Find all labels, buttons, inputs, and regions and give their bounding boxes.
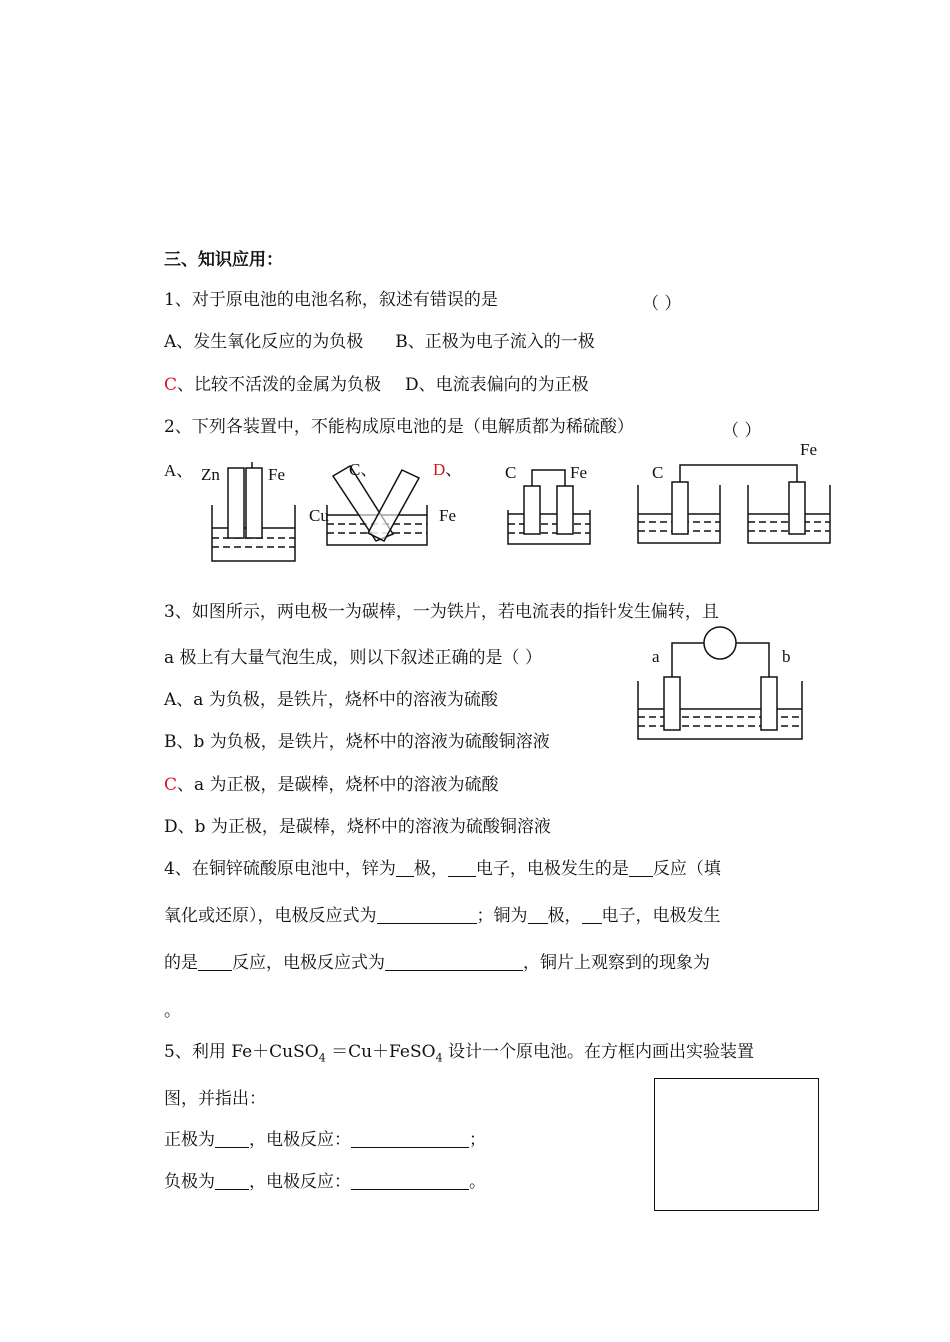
q4-blank-zn-pole[interactable] [396,860,414,877]
q5-stem: 5、利用 Fe＋CuSO$_4$ ＝Cu＋FeSO$_4$ 设计一个原电池。在方框内画出实验装置 [164,1042,754,1065]
q2-stem: 2、下列各装置中，不能构成原电池的是（电解质都为稀硫酸） [164,417,634,437]
q4-blank-cu-pole[interactable] [528,907,548,924]
q4-blank-zn-reaction[interactable] [629,860,653,877]
q5-negative-line: 负极为 ，电极反应： 。 [164,1172,486,1192]
q4-blank-cu-electron[interactable] [582,907,602,924]
q2-fig-d-fe-label: Fe [800,440,817,459]
q2-fig-d-sep: 、 [445,460,463,479]
q4-blank-zn-electron[interactable] [448,860,476,877]
q1-stem: 1、对于原电池的电池名称，叙述有错误的是 [164,290,498,310]
q2-fig-d-letter: D [433,460,446,479]
q4-blank-zn-equation[interactable] [377,907,477,924]
q4-line3: 的是 反应，电极反应式为 ，铜片上观察到的现象为 [164,953,710,973]
q3-option-c: C、a 为正极，是碳棒，烧杯中的溶液为硫酸 [164,775,499,795]
q2-fig-b-c-label: C、 [349,460,378,479]
q4-line4: 。 [164,1001,181,1021]
q4-line1: 4、在铜锌硫酸原电池中，锌为 极， 电子，电极发生的是 反应（填 [164,859,721,879]
q4-line2: 氧化或还原），电极反应式为 ；铜为 极， 电子，电极发生 [164,906,721,926]
q2-fig-d-apparatus [638,465,830,543]
q3-stem-line1: 3、如图所示，两电极一为碳棒，一为铁片，若电流表的指针发生偏转，且 [164,602,719,622]
q2-fig-c-c-label: C [505,463,517,482]
q2-fig-d-label [433,461,462,479]
q3-fig-a-label: a [652,647,660,666]
q5-stem-line2: 图，并指出： [164,1089,266,1109]
q2-fig-a-label: A、 [164,461,194,480]
q5-blank-negative-reaction[interactable] [351,1173,469,1190]
q4-blank-cu-equation[interactable] [385,954,523,971]
q3-option-b: B、b 为负极，是铁片，烧杯中的溶液为硫酸铜溶液 [164,732,550,752]
q1-option-c-letter: C [164,375,178,395]
q2-fig-a-fe-label: Fe [268,465,285,484]
q2-fig-d-c-label: C [652,463,664,482]
q3-fig-b-label: b [782,647,791,666]
q3-figure-apparatus [638,627,802,739]
q3-option-a: A、a 为负极，是铁片，烧杯中的溶液为硫酸 [164,690,498,710]
q4-blank-cu-reaction[interactable] [198,954,232,971]
q5-positive-line: 正极为 ，电极反应： ； [164,1130,486,1150]
q1-option-a: A、发生氧化反应的为负极 [164,332,364,352]
q1-answer-paren: （ ） [642,294,682,314]
q1-option-d: D、电流表偏向的为正极 [405,375,589,395]
q2-answer-paren: （ ） [722,421,762,441]
q5-drawing-box[interactable] [654,1078,819,1211]
q2-fig-c-fe-label: Fe [570,463,587,482]
q3-option-c-letter: C [164,775,178,795]
q1-option-b: B、正极为电子流入的一极 [395,332,595,352]
q5-blank-negative-electrode[interactable] [215,1173,249,1190]
q2-fig-b-fe-label: Fe [439,506,456,525]
q2-fig-b-cu-label: Cu [309,506,329,525]
q1-option-c: 、比较不活泼的金属为负极 [177,375,382,395]
q3-option-d: D、b 为正极，是碳棒，烧杯中的溶液为硫酸铜溶液 [164,817,551,837]
q5-blank-positive-electrode[interactable] [215,1131,249,1148]
section-title: 三、知识应用： [164,250,283,270]
q2-fig-a-zn-label: Zn [201,465,220,484]
q3-stem-line2: a 极上有大量气泡生成，则以下叙述正确的是（ ） [164,648,542,668]
q5-blank-positive-reaction[interactable] [351,1131,469,1148]
